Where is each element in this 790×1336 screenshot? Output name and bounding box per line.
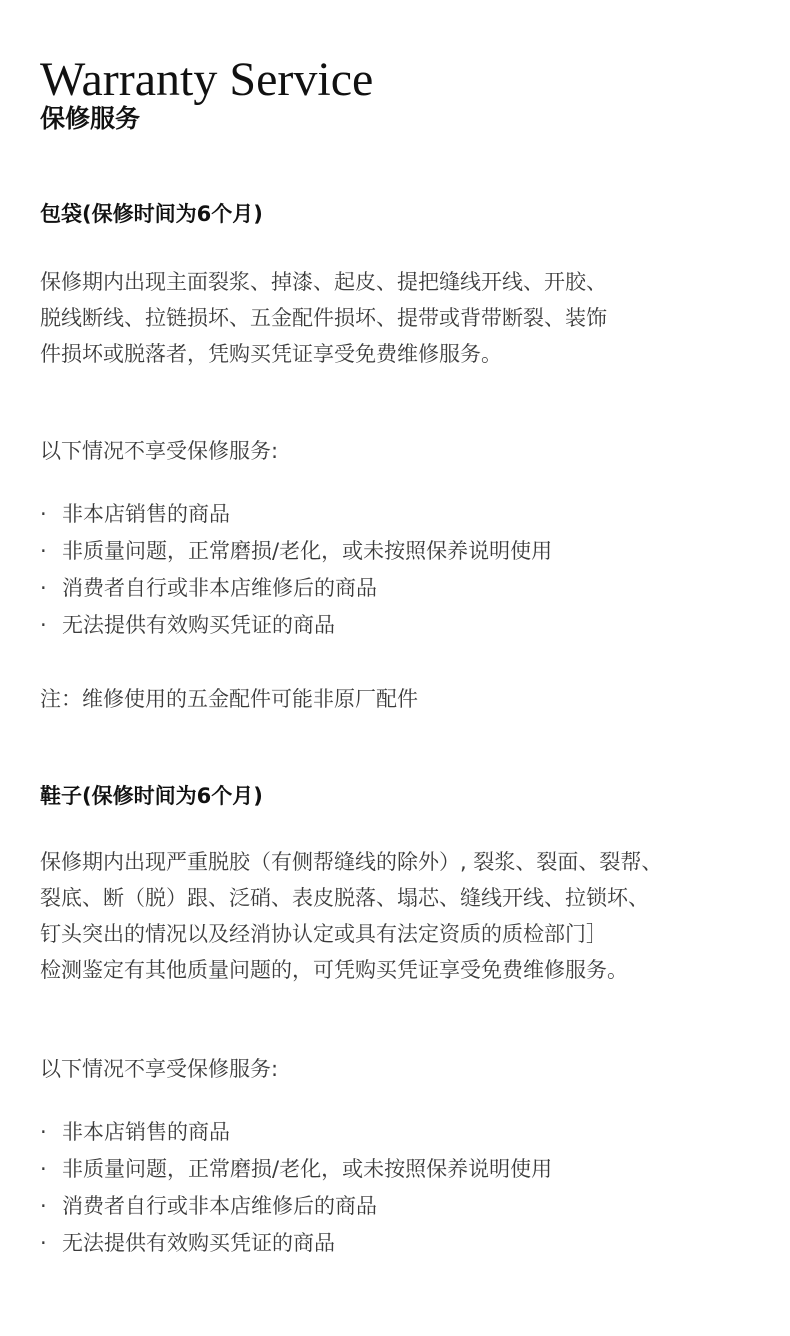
bullet-icon: · [40, 1194, 47, 1218]
list-item [40, 1225, 552, 1262]
bullet-icon: · [40, 576, 47, 600]
bags-note: 注：维修使用的五金配件可能非原厂配件 [40, 687, 418, 711]
page-title-zh: 保修服务 [40, 104, 141, 133]
list-item [40, 570, 552, 607]
bullet-icon: · [40, 502, 47, 526]
shoes-description-line: 检测鉴定有其他质量问题的，可凭购买凭证享受免费维修服务。 [40, 958, 628, 982]
bags-description [40, 264, 760, 372]
list-item-text: 消费者自行或非本店维修后的商品 [62, 1194, 377, 1218]
list-item-text: 非质量问题，正常磨损/老化，或未按照保养说明使用 [62, 539, 553, 563]
bags-description-line: 保修期内出现主面裂浆、掉漆、起皮、提把缝线开线、开胶、 [40, 270, 607, 294]
list-item [40, 496, 552, 533]
list-item [40, 1188, 552, 1225]
shoes-exclusions-list [40, 1114, 552, 1262]
list-item-text: 消费者自行或非本店维修后的商品 [62, 576, 377, 600]
bullet-icon: · [40, 1157, 47, 1181]
bags-description-line: 件损坏或脱落者，凭购买凭证享受免费维修服务。 [40, 342, 502, 366]
page-title-en: Warranty Service [40, 53, 374, 106]
bags-exclusions-list [40, 496, 552, 644]
list-item-text: 无法提供有效购买凭证的商品 [62, 613, 335, 637]
list-item [40, 607, 552, 644]
bullet-icon: · [40, 539, 47, 563]
bullet-icon: · [40, 613, 47, 637]
list-item-text: 非质量问题，正常磨损/老化，或未按照保养说明使用 [62, 1157, 553, 1181]
bullet-icon: · [40, 1231, 47, 1255]
list-item [40, 533, 552, 570]
list-item [40, 1151, 552, 1188]
bags-section-heading: 包袋(保修时间为6个月) [40, 202, 263, 226]
shoes-description [40, 844, 760, 988]
list-item-text: 非本店销售的商品 [62, 502, 230, 526]
shoes-description-line: 裂底、断（脱）跟、泛硝、表皮脱落、塌芯、缝线开线、拉锁坏、 [40, 886, 649, 910]
bullet-icon: · [40, 1120, 47, 1144]
list-item-text: 非本店销售的商品 [62, 1120, 230, 1144]
shoes-section-heading: 鞋子(保修时间为6个月) [40, 784, 263, 808]
bags-description-line: 脱线断线、拉链损坏、五金配件损坏、提带或背带断裂、装饰 [40, 306, 607, 330]
list-item-text: 无法提供有效购买凭证的商品 [62, 1231, 335, 1255]
shoes-exclusions-label: 以下情况不享受保修服务: [40, 1057, 279, 1081]
list-item [40, 1114, 552, 1151]
shoes-description-line: 保修期内出现严重脱胶（有侧帮缝线的除外）, 裂浆、裂面、裂帮、 [40, 850, 663, 874]
shoes-description-line: 钉头突出的情况以及经消协认定或具有法定资质的质检部门］ [40, 922, 607, 946]
bags-exclusions-label: 以下情况不享受保修服务: [40, 439, 279, 463]
